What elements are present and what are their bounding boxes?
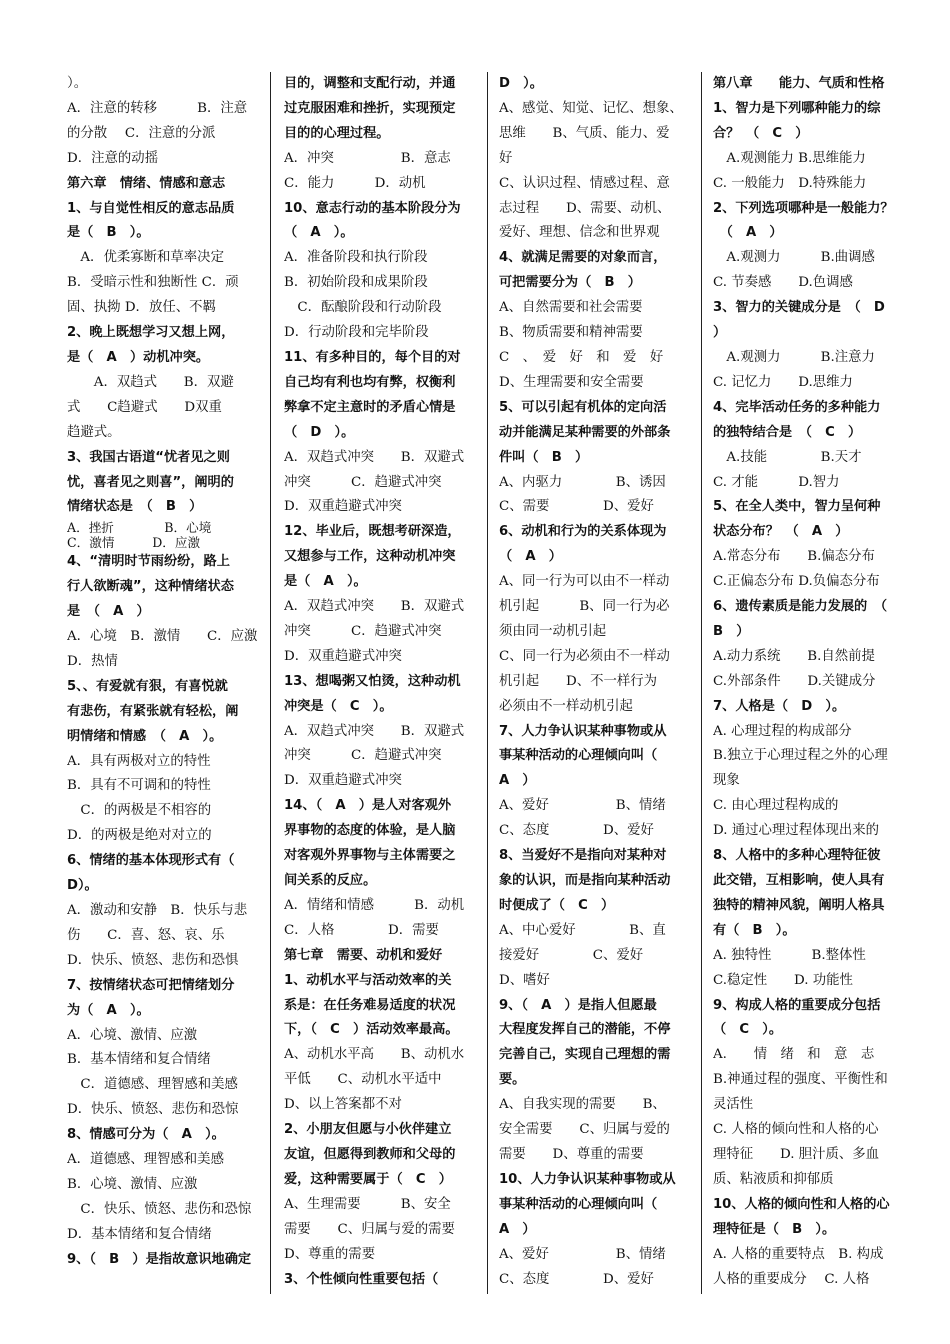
option-line: A. 人格的重要特点 B. 构成	[713, 1246, 884, 1262]
option-line: D、以上答案都不对	[284, 1097, 402, 1113]
chapter-heading: 第六章 情绪、情感和意志	[67, 175, 226, 191]
option-line: 现象	[713, 773, 740, 789]
question-line: 10、人力争认识某种事物或从	[499, 1171, 676, 1187]
question-line: 2、晚上既想学习又想上网，	[67, 325, 235, 341]
question-line: 可把需要分为（ B ）	[499, 275, 641, 291]
question-line: 6、动机和行为的关系体现为	[499, 524, 667, 540]
option-line: A．冲突 B．意志	[284, 150, 451, 166]
option-line: D．基本情绪和复合情绪	[67, 1226, 212, 1242]
text-column-3	[499, 72, 691, 1292]
option-line: C、同一行为必须由不一样动	[499, 648, 670, 664]
question-line: 对客观外界事物与主体需要之	[284, 848, 456, 864]
question-line: 1、动机水平与活动效率的关	[284, 972, 452, 988]
question-line: 忧，喜者见之则喜”，阐明的	[67, 474, 234, 490]
question-line: 有（ B ）。	[713, 922, 796, 938]
option-line: D．注意的动摇	[67, 150, 159, 166]
question-line: 3、我国古语道“忧者见之则	[67, 449, 230, 465]
option-line: 平低 C、动机水平适中	[284, 1072, 442, 1088]
option-line: C．能力 D．动机	[284, 175, 426, 191]
option-line: D、尊重的需要	[284, 1246, 376, 1262]
question-line: 的独特结合是 （ C ）	[713, 424, 862, 440]
question-line: 是 （ A ）	[67, 604, 150, 620]
question-line: 5、在全人类中，智力呈何种	[713, 499, 881, 515]
option-line: C、需要 D、爱好	[499, 499, 654, 515]
question-line: 冲突是（ C ）。	[284, 698, 393, 714]
option-line: A.常态分布 B.偏态分布	[713, 549, 875, 565]
question-line: 是（ B ）。	[67, 225, 150, 241]
question-line: 状态分布？ （ A ）	[713, 524, 849, 540]
option-line: A.动力系统 B.自然前提	[713, 648, 875, 664]
option-line: 冲突 C．趋避式冲突	[284, 623, 442, 639]
question-line: 明情绪和情感 （ A ）。	[67, 728, 223, 744]
option-line: C.外部条件 D.关键成分	[713, 673, 876, 689]
option-line: C、认识过程、情感过程、意	[499, 175, 670, 191]
question-line: 为（ A ）。	[67, 1002, 150, 1018]
chapter-heading: 第七章 需要、动机和爱好	[284, 947, 443, 963]
question-line: 独特的精神风貌，阐明人格具	[713, 897, 885, 913]
option-line: A. 情 绪 和 意 志	[713, 1047, 875, 1063]
text-column-4	[713, 72, 905, 1292]
question-line: D）。	[67, 878, 98, 894]
option-line: 伤 C．喜、怒、哀、乐	[67, 927, 225, 943]
option-line: A、爱好 B、情绪	[499, 1246, 666, 1262]
option-line: 志过程 D、需要、动机、	[499, 200, 671, 216]
option-line: ）。	[67, 76, 88, 91]
question-line: 间关系的反应。	[284, 873, 377, 888]
question-line: 是（ A ）动机冲突。	[67, 349, 210, 365]
question-line: 11、有多种目的，每个目的对	[284, 349, 461, 365]
option-line: A．注意的转移 B．注意	[67, 100, 248, 116]
option-line: A．激动和安静 B．快乐与悲	[67, 903, 248, 918]
option-line: C．人格 D．需要	[284, 922, 439, 938]
option-line: D．快乐、愤怒、悲伤和恐惊	[67, 1102, 239, 1118]
question-line: 要。	[499, 1072, 526, 1088]
option-line: A. 心理过程的构成部分	[713, 723, 852, 739]
option-line: C. 记忆力 D.思维力	[713, 374, 853, 390]
option-line: B.独立于心理过程之外的心理	[713, 748, 888, 764]
option-line: C. 人格的倾向性和人格的心	[713, 1122, 879, 1138]
option-line: C. 由心理过程构成的	[713, 798, 839, 814]
question-line: （ D ）。	[284, 424, 355, 440]
question-line: 2、小朋友但愿与小伙伴建立	[284, 1122, 452, 1138]
question-line: ）	[713, 325, 727, 341]
option-line: 机引起 B、同一行为必	[499, 599, 670, 615]
option-line: A．双趋式冲突 B．双避式	[284, 599, 465, 615]
option-line: A、生理需要 B、安全	[284, 1196, 451, 1212]
question-line: 10、意志行动的基本阶段分为	[284, 200, 461, 216]
question-line: （ A ）	[713, 225, 783, 241]
option-line: 思维 B、气质、能力、爱	[499, 125, 670, 141]
question-line: 大程度发挥自己的潜能，不停	[499, 1022, 671, 1038]
option-line: 质、粘液质和抑郁质	[713, 1171, 834, 1187]
question-line: 4、完毕活动任务的多种能力	[713, 399, 881, 415]
question-line: 7、按情绪状态可把情绪划分	[67, 977, 235, 993]
question-line: 2、下列选项哪种是一般能力？	[713, 200, 894, 216]
option-line: 安全需要 C、归属与爱的	[499, 1122, 670, 1138]
option-line: 趋避式。	[67, 424, 121, 440]
text-column-1	[67, 72, 259, 1273]
option-line: D．行动阶段和完毕阶段	[284, 325, 429, 341]
option-line: B．初始阶段和成果阶段	[284, 275, 428, 291]
question-line: A ）	[499, 773, 536, 789]
question-line: （ A ）。	[284, 225, 354, 241]
option-line: D、生理需要和安全需要	[499, 374, 644, 390]
option-line: C．的两极是不相容的	[67, 803, 212, 819]
question-line: 8、人格中的多种心理特征彼	[713, 848, 881, 864]
question-line: 件叫（ B ）	[499, 449, 589, 465]
option-line: 灵活性	[713, 1097, 754, 1113]
question-line: 此交错，互相影响，使人具有	[713, 873, 885, 888]
option-line: A．双趋式 B．双避	[67, 374, 234, 390]
question-line: 理特征是（ B ）。	[713, 1221, 836, 1237]
question-line: 是（ A ）。	[284, 574, 367, 590]
option-line: 理特征 D. 胆汁质、多血	[713, 1146, 880, 1162]
option-line: B.神通过程的强度、平衡性和	[713, 1072, 888, 1088]
question-line: 1、智力是下列哪种能力的综	[713, 100, 881, 116]
option-line: C、态度 D、爱好	[499, 823, 654, 839]
question-line: 合？ （ C ）	[713, 125, 809, 141]
option-line: A．准备阶段和执行阶段	[284, 250, 428, 266]
question-line: 自己均有利也均有弊，权衡利	[284, 374, 456, 390]
option-line: D．的两极是绝对对立的	[67, 828, 212, 844]
option-line: A、自我实现的需要 B、	[499, 1097, 666, 1113]
option-line: A．具有两极对立的特性	[67, 753, 211, 769]
question-line: 6、情绪的基本体现形式有（	[67, 853, 235, 869]
question-line: 动并能满足某种需要的外部条	[499, 424, 671, 440]
option-line: A．优柔寡断和草率决定	[67, 250, 224, 266]
chapter-heading: 第八章 能力、气质和性格	[713, 76, 885, 91]
question-line: 爱，这种需要属于（ C ）	[284, 1171, 452, 1187]
question-line: 目的，调整和支配行动，并通	[284, 76, 456, 91]
question-line: （ A ）	[499, 549, 562, 565]
option-line: A.技能 B.天才	[713, 449, 862, 465]
option-line: A、中心爱好 B、直	[499, 922, 666, 938]
question-line: 5、可以引起有机体的定向活	[499, 399, 667, 415]
question-line: 象的认识，而是指向某种活动	[499, 873, 671, 888]
question-line: 6、遗传素质是能力发展的 （	[713, 599, 888, 615]
option-line: 的分散 C．注意的分派	[67, 125, 216, 141]
question-line: 弊拿不定主意时的矛盾心情是	[284, 399, 456, 415]
question-line: 5、、有爱就有狠，有喜悦就	[67, 678, 228, 694]
option-line: D. 通过心理过程体现出来的	[713, 823, 880, 839]
option-line: C. 节奏感 D.色调感	[713, 275, 853, 291]
option-line: A、同一行为可以由不一样动	[499, 574, 670, 590]
option-line: B．具有不可调和的特性	[67, 778, 211, 794]
question-line: 情绪状态是 （ B ）	[67, 499, 203, 515]
option-line: 爱好、理想、信念和世界观	[499, 225, 660, 241]
question-line: 又想参与工作，这种动机冲突	[284, 549, 456, 565]
question-line: 界事物的态度的体验，是人脑	[284, 823, 456, 839]
question-line: 事某种活动的心理倾向叫（	[499, 1196, 658, 1212]
option-line: 须由同一动机引起	[499, 623, 607, 639]
option-line: C. 一般能力 D.特殊能力	[713, 175, 867, 191]
option-line: A．心境、激情、应激	[67, 1027, 198, 1043]
option-line: A．双趋式冲突 B．双避式	[284, 449, 465, 465]
option-line: A、内驱力 B、诱因	[499, 474, 666, 490]
option-line: C.正偏态分布 D.负偏态分布	[713, 574, 880, 590]
question-line: 8、情感可分为（ A ）。	[67, 1127, 225, 1143]
question-line: 9、构成人格的重要成分包括	[713, 997, 881, 1013]
option-line: A．双趋式冲突 B．双避式	[284, 723, 465, 739]
question-line: 10、人格的倾向性和人格的心	[713, 1196, 890, 1212]
question-line: 有悲伤，有紧张就有轻松，阐	[67, 703, 239, 719]
option-line: A．心境 B．激情 C．应激	[67, 629, 258, 645]
question-line: 1、与自觉性相反的意志品质	[67, 200, 235, 216]
question-line: 14、（ A ）是人对客观外	[284, 798, 452, 814]
option-line: C．快乐、愤怒、悲伤和恐惊	[67, 1201, 252, 1217]
question-line: 4、“清明时节雨纷纷，路上	[67, 554, 230, 570]
option-line: D．热情	[67, 653, 118, 669]
question-line: 7、人力争认识某种事物或从	[499, 723, 667, 739]
option-line: 固、执拗 D．放任、不羁	[67, 300, 216, 316]
question-line: 过克服困难和挫折，实现预定	[284, 100, 456, 116]
column-divider-1	[270, 72, 271, 1294]
text-column-2	[284, 72, 476, 1292]
option-line: B．基本情绪和复合情绪	[67, 1052, 211, 1068]
question-line: 事某种活动的心理倾向叫（	[499, 748, 658, 764]
question-line: 目的的心理过程。	[284, 125, 390, 141]
question-line: 7、人格是（ D ）。	[713, 698, 846, 714]
option-line: A. 独特性 B.整体性	[713, 947, 866, 963]
option-line: 人格的重要成分 C. 人格	[713, 1271, 870, 1287]
option-line: C. 才能 D.智力	[713, 474, 840, 490]
option-line: A、感觉、知觉、记忆、想象、	[499, 100, 683, 116]
option-line: 需要 C、归属与爱的需要	[284, 1221, 455, 1237]
option-line: D．双重趋避式冲突	[284, 773, 402, 789]
question-line: 下，（ C ）活动效率最高。	[284, 1022, 459, 1038]
option-line: 冲突 C．趋避式冲突	[284, 474, 442, 490]
question-line: 9、（ B ）是指故意识地确定	[67, 1251, 252, 1267]
option-line: C、态度 D、爱好	[499, 1271, 654, 1287]
question-line: （ C ）。	[713, 1022, 783, 1038]
option-line: A．挫折 B．心境	[67, 520, 212, 536]
option-line: D．双重趋避式冲突	[284, 648, 402, 664]
option-line: D．快乐、愤怒、悲伤和恐惧	[67, 952, 239, 968]
option-line: 机引起 D、不一样行为	[499, 673, 658, 689]
option-line: C．酝酿阶段和行动阶段	[284, 300, 442, 316]
question-line: 行人欲断魂”，这种情绪状态	[67, 579, 234, 595]
option-line: A、动机水平高 B、动机水	[284, 1047, 465, 1063]
option-line: 需要 D、尊重的需要	[499, 1146, 644, 1162]
option-line: A．道德感、理智感和美感	[67, 1152, 224, 1168]
option-line: A.观测力 B.曲调感	[713, 250, 875, 266]
question-line: 3、智力的关键成分是 （ D	[713, 300, 885, 316]
column-divider-2	[487, 72, 488, 1294]
option-line: D．双重趋避式冲突	[284, 499, 402, 515]
option-line: 接爱好 C、爱好	[499, 947, 644, 963]
option-line: 好	[499, 150, 513, 166]
question-line: 8、当爱好不是指向对某种对	[499, 848, 667, 864]
option-line: A.观测能力 B.思维能力	[713, 150, 866, 166]
question-line: 时便成了（ C ）	[499, 897, 615, 913]
question-line: D ）。	[499, 76, 543, 91]
option-line: A、自然需要和社会需要	[499, 300, 643, 316]
column-divider-3	[701, 72, 702, 1294]
option-line: A．情绪和情感 B．动机	[284, 897, 465, 913]
question-line: 系是：在任务难易适度的状况	[284, 997, 456, 1013]
option-line: A.观测力 B.注意力	[713, 349, 875, 365]
option-line: B、物质需要和精神需要	[499, 325, 643, 341]
question-line: 12、毕业后，既想考研深造，	[284, 524, 461, 540]
option-line: C 、 爱 好 和 爱 好	[499, 349, 664, 365]
question-line: 13、想喝粥又怕烫，这种动机	[284, 673, 461, 689]
question-line: 完善自己，实现自己理想的需	[499, 1047, 671, 1063]
option-line: A、爱好 B、情绪	[499, 798, 666, 814]
question-line: B ）	[713, 623, 750, 639]
option-line: C．道德感、理智感和美感	[67, 1077, 238, 1093]
option-line: C.稳定性 D. 功能性	[713, 972, 853, 988]
question-line: 友谊，但愿得到教师和父母的	[284, 1146, 456, 1162]
option-line: C．激情 D．应激	[67, 535, 201, 551]
option-line: 式 C趋避式 D双重	[67, 399, 222, 415]
question-line: 9、（ A ）是指人但愿最	[499, 997, 657, 1013]
question-line: 3、个性倾向性重要包括（	[284, 1271, 439, 1287]
option-line: B．心境、激情、应激	[67, 1176, 198, 1192]
question-line: A ）	[499, 1221, 536, 1237]
option-line: 必须由不一样动机引起	[499, 698, 633, 714]
option-line: 冲突 C．趋避式冲突	[284, 748, 442, 764]
option-line: B．受暗示性和独断性 C．顽	[67, 275, 239, 291]
question-line: 4、就满足需要的对象而言，	[499, 250, 667, 266]
option-line: D、嗜好	[499, 972, 550, 988]
